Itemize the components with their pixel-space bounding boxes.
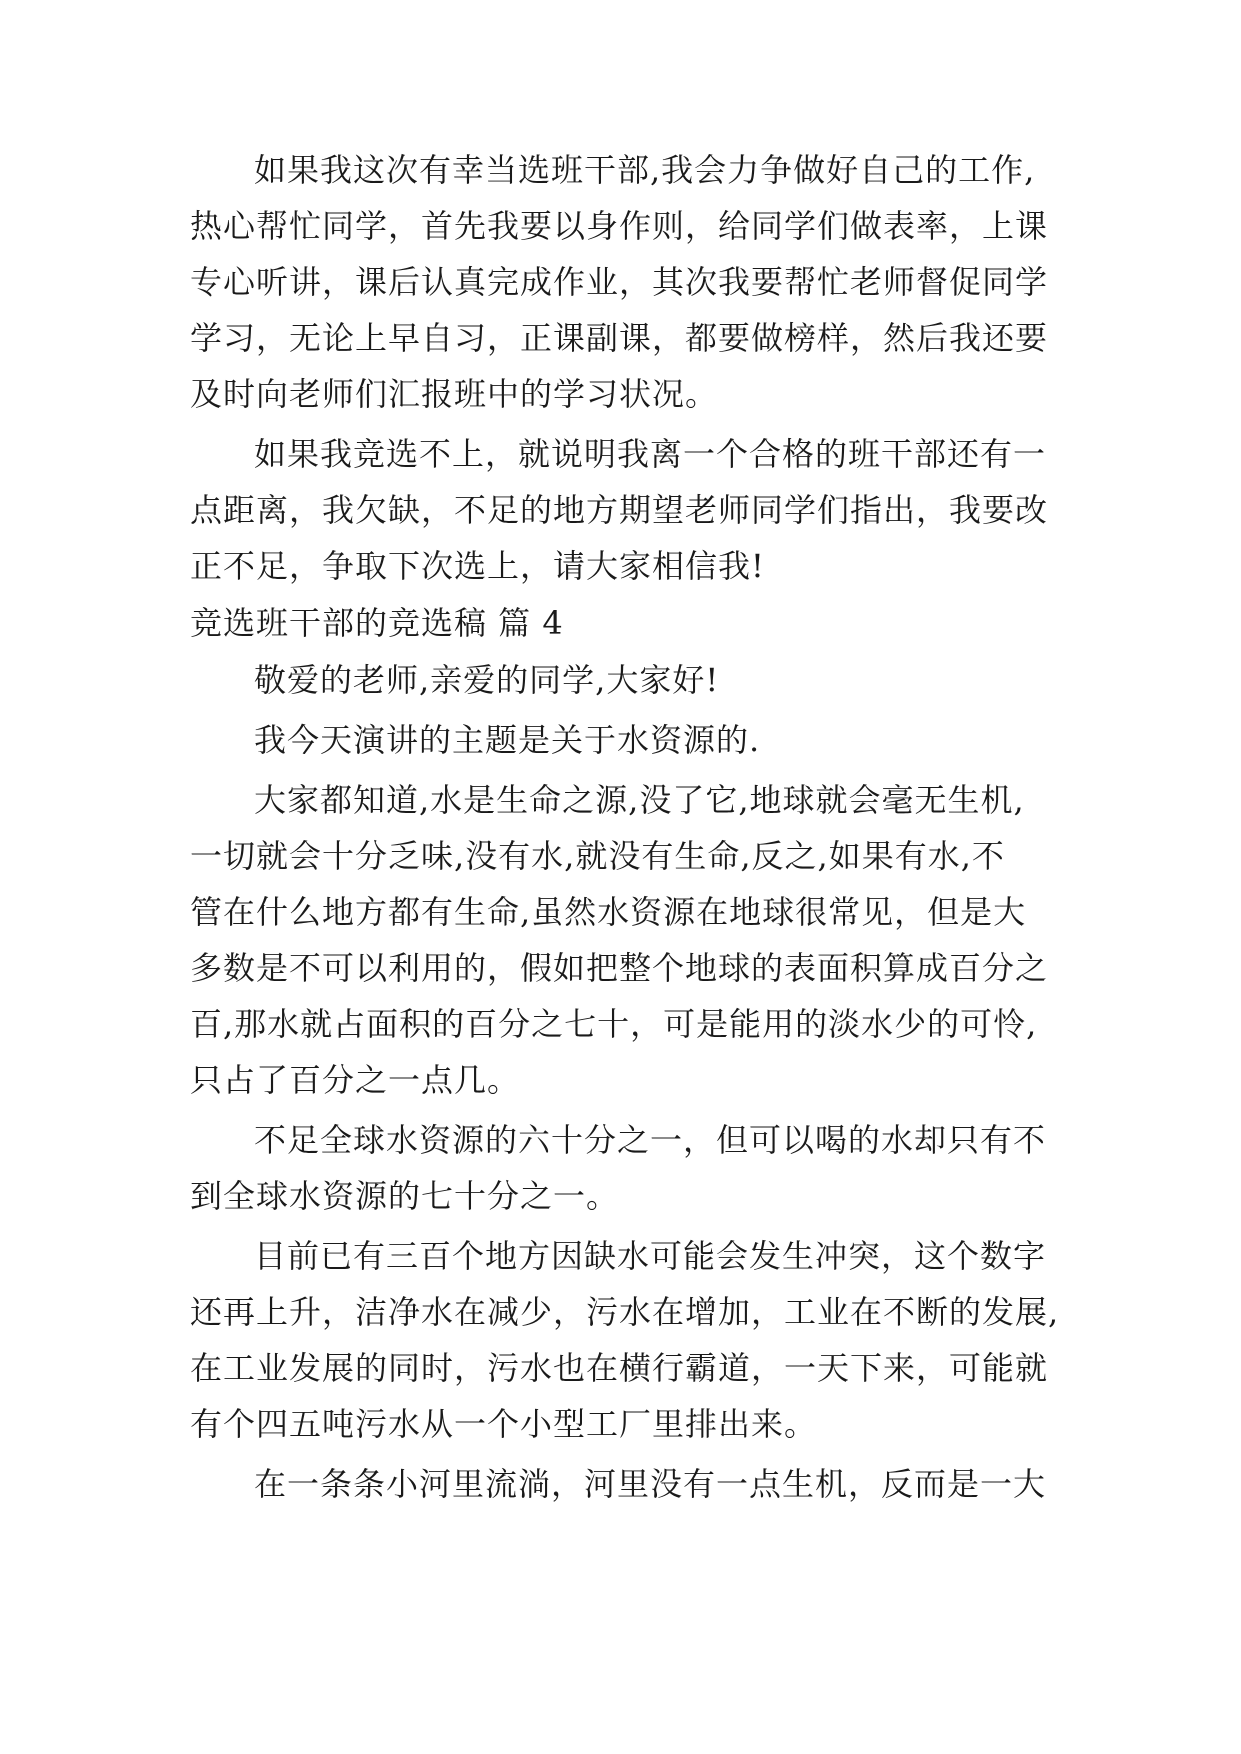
paragraph-line: 有个四五吨污水从一个小型工厂里排出来。 [190, 1405, 818, 1443]
paragraph-line: 正不足，争取下次选上，请大家相信我! [190, 547, 765, 585]
paragraph-line: 到全球水资源的七十分之一。 [190, 1177, 620, 1215]
paragraph-line: 不足全球水资源的六十分之一，但可以喝的水却只有不 [254, 1121, 1047, 1159]
paragraph-line: 只占了百分之一点几。 [190, 1061, 521, 1099]
paragraph-line: 多数是不可以利用的，假如把整个地球的表面积算成百分之 [190, 949, 1049, 987]
paragraph-line: 我今天演讲的主题是关于水资源的. [254, 721, 761, 759]
paragraph-line: 在一条条小河里流淌，河里没有一点生机，反而是一大 [254, 1465, 1047, 1503]
paragraph-line: 热心帮忙同学，首先我要以身作则，给同学们做表率，上课 [190, 207, 1049, 245]
paragraph-line: 专心听讲，课后认真完成作业，其次我要帮忙老师督促同学 [190, 263, 1049, 301]
paragraph-line: 管在什么地方都有生命,虽然水资源在地球很常见，但是大 [190, 893, 1027, 931]
paragraph-line: 如果我这次有幸当选班干部,我会力争做好自己的工作, [254, 151, 1036, 189]
paragraph-line: 在工业发展的同时，污水也在横行霸道，一天下来，可能就 [190, 1349, 1049, 1387]
paragraph-line: 敬爱的老师,亲爱的同学,大家好! [254, 661, 720, 699]
paragraph-line: 及时向老师们汇报班中的学习状况。 [190, 375, 719, 413]
paragraph-line: 如果我竞选不上，就说明我离一个合格的班干部还有一 [254, 435, 1047, 473]
paragraph-line: 点距离，我欠缺，不足的地方期望老师同学们指出，我要改 [190, 491, 1049, 529]
section-heading: 竞选班干部的竞选稿 篇 4 [190, 604, 564, 642]
paragraph-line: 大家都知道,水是生命之源,没了它,地球就会毫无生机, [254, 781, 1025, 819]
paragraph-line: 一切就会十分乏味,没有水,就没有生命,反之,如果有水,不 [190, 837, 1005, 875]
paragraph-line: 还再上升，洁净水在减少，污水在增加，工业在不断的发展, [190, 1293, 1060, 1331]
paragraph-line: 目前已有三百个地方因缺水可能会发生冲突，这个数字 [254, 1237, 1047, 1275]
paragraph-line: 百,那水就占面积的百分之七十，可是能用的淡水少的可怜, [190, 1005, 1038, 1043]
paragraph-line: 学习，无论上早自习，正课副课，都要做榜样，然后我还要 [190, 319, 1049, 357]
